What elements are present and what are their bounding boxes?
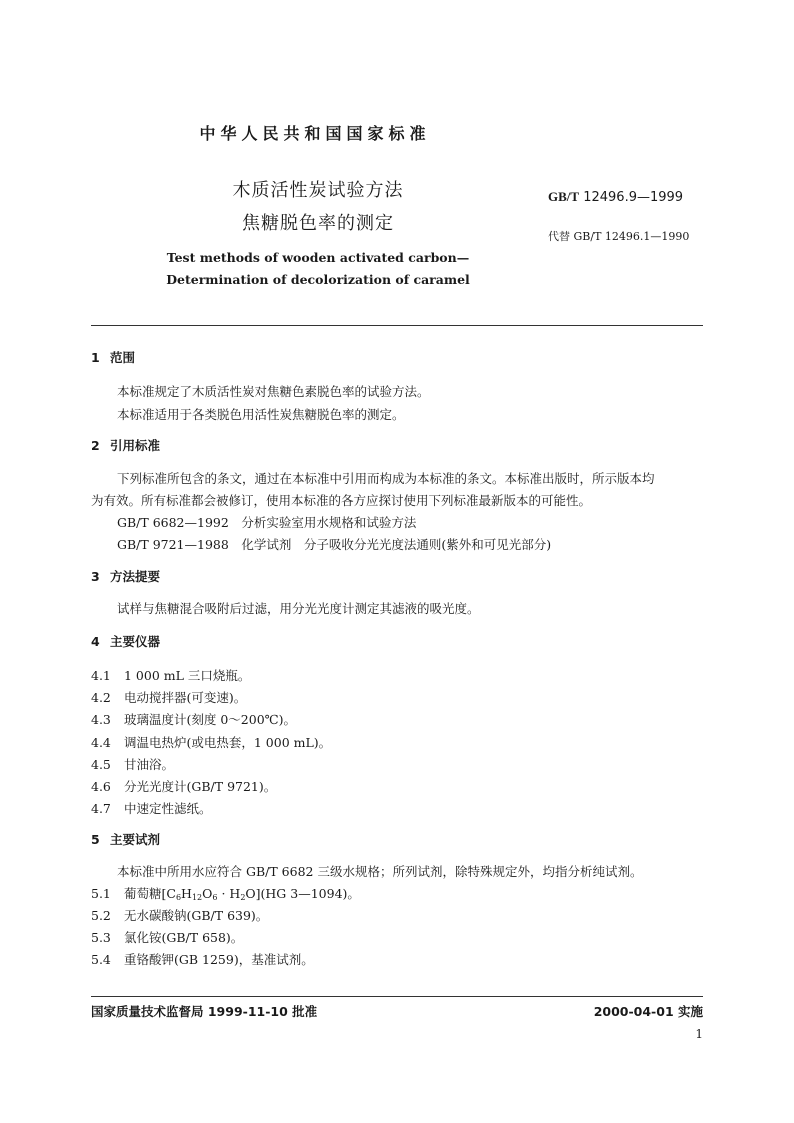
footer-divider — [91, 996, 703, 997]
national-standard-heading: 中华人民共和国国家标准 — [199, 124, 431, 143]
list-item: 5.2 无水碳酸钠(GB/T 639)。 — [91, 908, 269, 923]
paragraph: 下列标准所包含的条文，通过在本标准中引用而构成为本标准的条文。本标准出版时，所示版本均 — [117, 471, 655, 486]
list-item: 5.3 氯化铵(GB/T 658)。 — [91, 930, 244, 945]
section-heading: 5 主要试剂 — [91, 832, 161, 847]
section-heading: 1 范围 — [91, 350, 136, 365]
page-number: 1 — [695, 1027, 703, 1041]
list-item: 4.1 1 000 mL 三口烧瓶。 — [91, 668, 251, 683]
standard-code-number: 12496.9—1999 — [583, 190, 684, 205]
section-heading: 4 主要仪器 — [91, 634, 161, 649]
standard-code-prefix: GB/T — [548, 189, 580, 204]
paragraph: 为有效。所有标准都会被修订，使用本标准的各方应探讨使用下列标准最新版本的可能性。 — [91, 493, 592, 508]
english-title-line1: Test methods of wooden activated carbon— — [166, 250, 470, 265]
section-heading: 2 引用标准 — [91, 438, 161, 453]
list-item: 5.4 重铬酸钾(GB 1259)，基准试剂。 — [91, 952, 314, 967]
list-item: 4.2 电动搅拌器(可变速)。 — [91, 690, 247, 705]
reference-entry: GB/T 6682—1992 分析实验室用水规格和试验方法 — [117, 515, 417, 530]
chinese-title-line1: 木质活性炭试验方法 — [232, 180, 404, 201]
section-heading: 3 方法提要 — [91, 569, 161, 584]
list-item: 5.1 葡萄糖$[C_6H_{12}O_6 \cdot H_2O](HG$ 3—1094)。 — [91, 886, 360, 902]
paragraph: 本标准规定了木质活性炭对焦糖色素脱色率的试验方法。 — [117, 384, 430, 399]
list-item: 4.5 甘油浴。 — [91, 757, 175, 772]
english-title-line2: Determination of decolorization of caramel — [166, 272, 470, 287]
list-item: 4.7 中速定性滤纸。 — [91, 801, 212, 816]
standard-code — [548, 189, 683, 205]
approval-note: 国家质量技术监督局 1999-11-10 批准 — [91, 1004, 318, 1019]
reference-entry: GB/T 9721—1988 化学试剂 分子吸收分光光度法通则(紫外和可见光部分) — [117, 537, 552, 552]
paragraph: 本标准适用于各类脱色用活性炭焦糖脱色率的测定。 — [117, 407, 405, 422]
paragraph: 本标准中所用水应符合 GB/T 6682 三级水规格；所列试剂，除特殊规定外，均指分析纯试剂。 — [117, 864, 643, 879]
replaces-note: 代替 GB/T 12496.1—1990 — [548, 230, 690, 243]
implementation-date: 2000-04-01 实施 — [593, 1004, 703, 1019]
list-item: 4.3 玻璃温度计(刻度 0～200℃)。 — [91, 712, 297, 727]
header-divider — [91, 325, 703, 326]
list-item: 4.4 调温电热炉(或电热套，1 000 mL)。 — [91, 735, 332, 750]
chinese-title-line2: 焦糖脱色率的测定 — [242, 213, 394, 234]
list-item: 4.6 分光光度计(GB/T 9721)。 — [91, 779, 277, 794]
paragraph: 试样与焦糖混合吸附后过滤，用分光光度计测定其滤液的吸光度。 — [117, 601, 480, 616]
